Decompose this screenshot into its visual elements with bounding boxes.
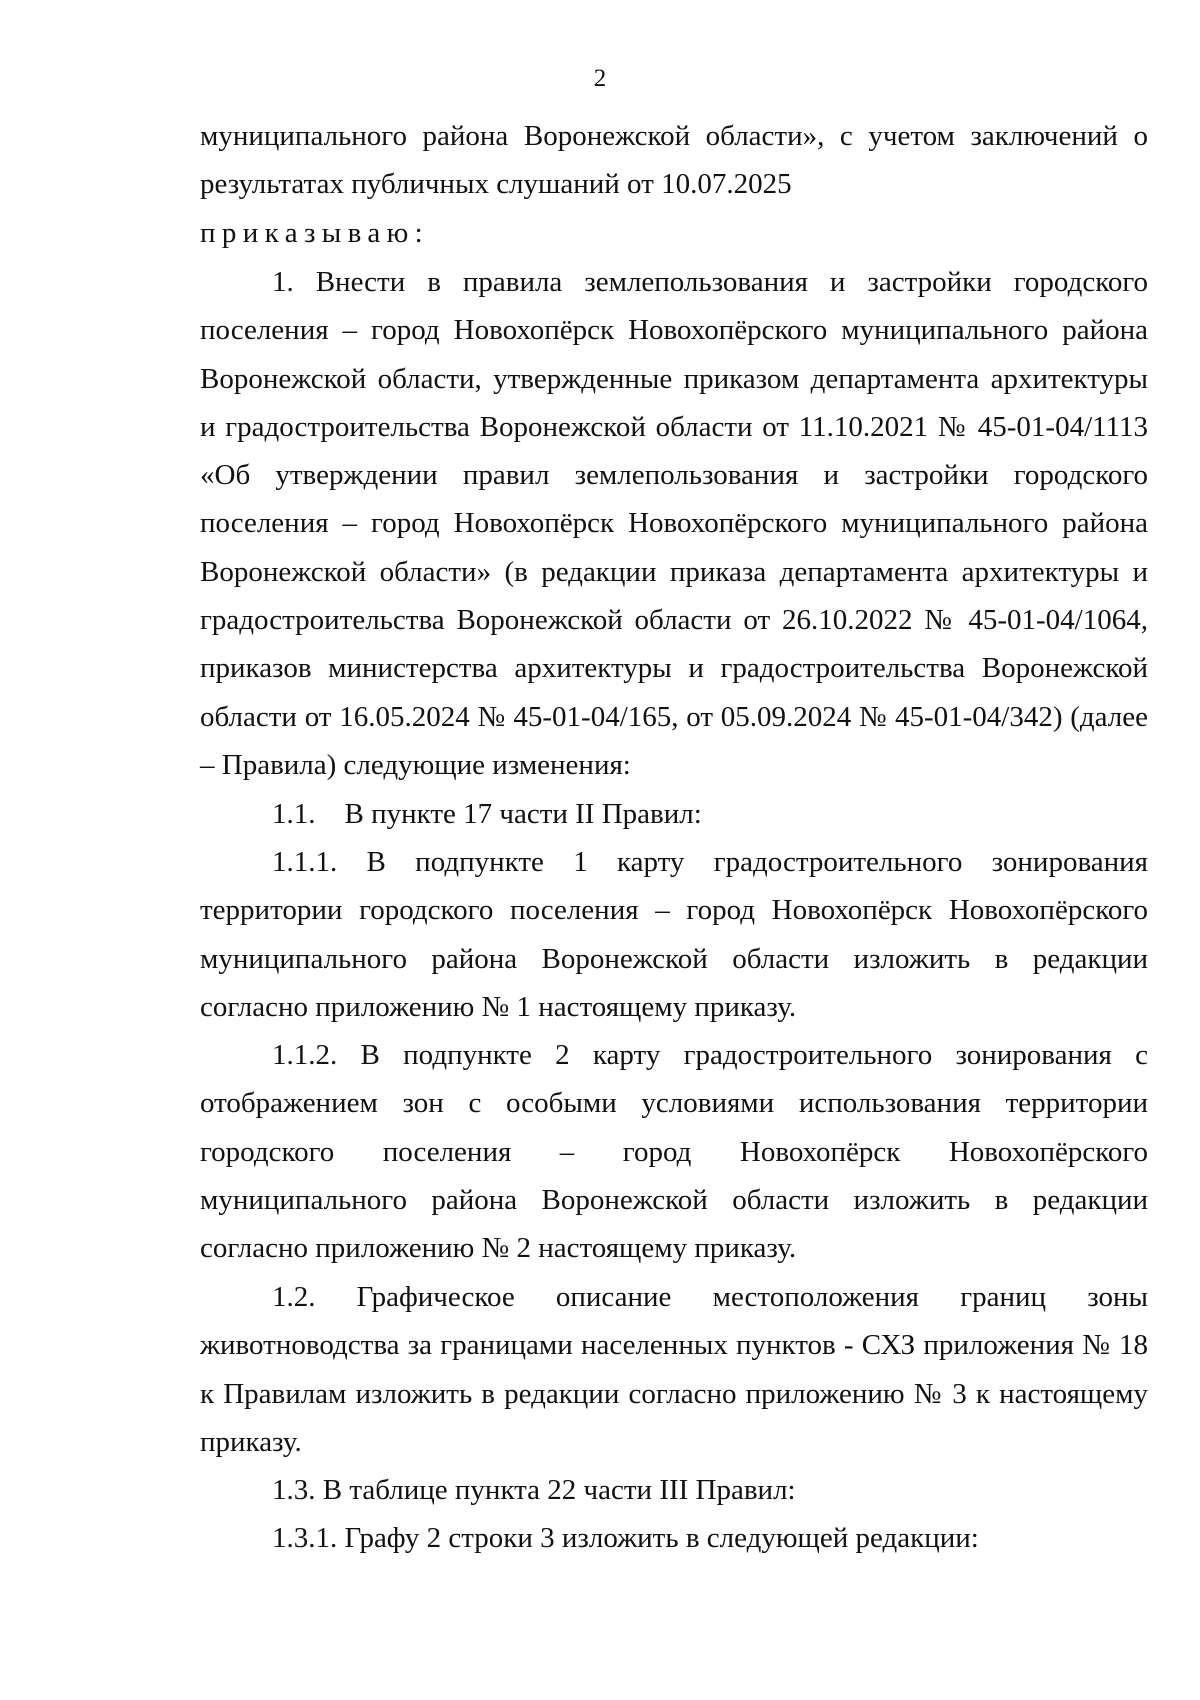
paragraph-order-word: приказываю: — [200, 217, 430, 249]
page-number: 2 — [593, 65, 607, 92]
paragraph-item-1: 1. Внести в правила землепользования и застройки городского поселения – город Новохопёрск Новохопёрского муниципального района Воронежской области, утвержденные приказом департамента архитектуры и градостроительства Воронежской области от 11.10.2021 № 45-01-04/1113 «Об утверждении правил землепользования и застройки городского поселения – город Новохопёрск Новохопёрского муниципального района Воронежской области» (в редакции приказа департамента архитектуры и градостроительства Воронежской области от 26.10.2022 № 45-01-04/1064, приказов министерства архитектуры и градостроительства Воронежской области от 16.05.2024 № 45-01-04/165, от 05.09.2024 № 45-01-04/342) (далее – Правила) следующие изменения: — [200, 266, 1148, 781]
paragraph-item-1-2: 1.2. Графическое описание местоположения границ зоны животноводства за границами населенных пунктов - СХЗ приложения № 18 к Правилам изложить в редакции согласно приложению № 3 к настоящему приказу. — [200, 1281, 1148, 1458]
paragraph-item-1-1-1: 1.1.1. В подпункте 1 карту градостроительного зонирования территории городского поселения – город Новохопёрск Новохопёрского муниципального района Воронежской области изложить в редакции согласно приложению № 1 настоящему приказу. — [200, 846, 1148, 1023]
paragraph-item-1-3-1: 1.3.1. Графу 2 строки 3 изложить в следующей редакции: — [272, 1522, 979, 1554]
paragraph-item-1-3: 1.3. В таблице пункта 22 части III Правил: — [272, 1474, 796, 1506]
paragraph-item-1-1-2: 1.1.2. В подпункте 2 карту градостроительного зонирования с отображением зон с особыми условиями использования территории городского поселения – город Новохопёрск Новохопёрского муниципального района Воронежской области изложить в редакции согласно приложению № 2 настоящему приказу. — [200, 1039, 1148, 1265]
paragraph-continuation: муниципального района Воронежской области», с учетом заключений о результатах публичных слушаний от 10.07.2025 — [200, 120, 1148, 201]
paragraph-item-1-1: 1.1. В пункте 17 части II Правил: — [272, 798, 702, 830]
